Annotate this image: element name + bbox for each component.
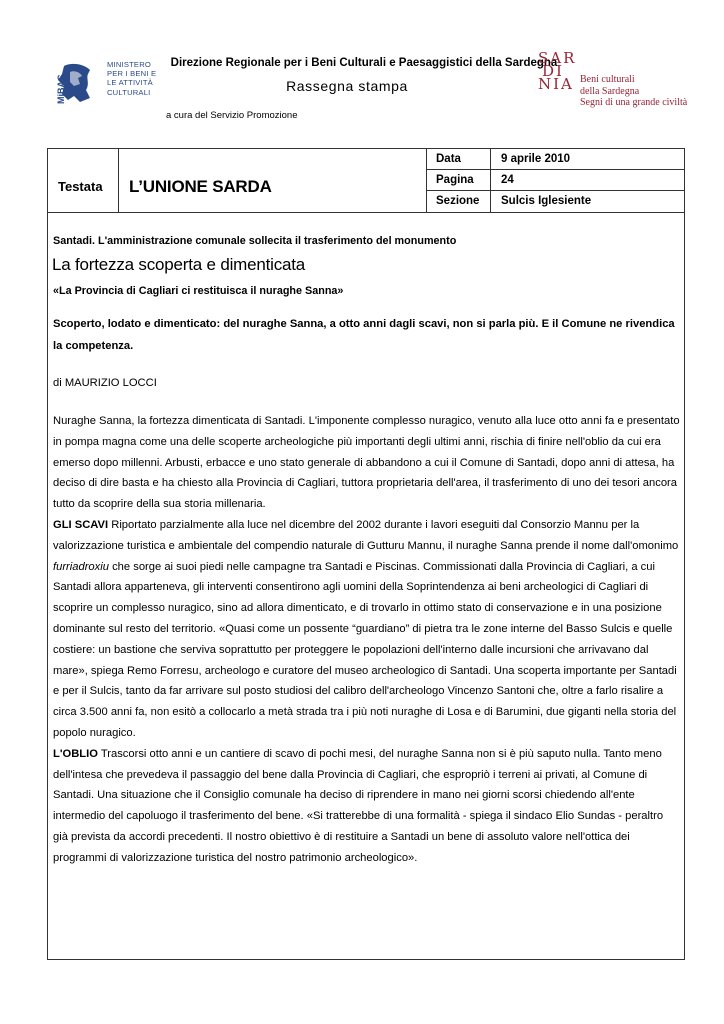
sardinia-logo-mark xyxy=(538,49,577,93)
sardinia-logo-letters: DI xyxy=(542,62,564,80)
ministry-line: CULTURALI xyxy=(107,87,151,97)
body-paragraph xyxy=(53,515,681,744)
sardinia-logo-text xyxy=(580,74,687,109)
sardinia-logo-line: Beni culturali xyxy=(580,74,635,85)
mibac-mark-text: MiBAC xyxy=(56,74,66,104)
info-grid xyxy=(426,149,684,212)
info-row-sezione xyxy=(426,191,684,212)
sardinia-logo-line: della Sardegna xyxy=(580,85,640,97)
testata-label: Testata xyxy=(48,149,119,212)
info-row-data xyxy=(426,149,684,170)
promo-note: a cura del Servizio Promozione xyxy=(166,110,298,121)
article-kicker: Santadi. L'amministrazione comunale sollecita il trasferimento del monumento xyxy=(53,235,457,247)
section-heading: L'OBLIO xyxy=(53,747,98,760)
info-value: 24 xyxy=(501,174,514,186)
info-label: Data xyxy=(427,149,491,170)
body-paragraph xyxy=(53,744,681,869)
info-value: 9 aprile 2010 xyxy=(501,153,571,165)
header-subtitle-text: Rassegna stampa xyxy=(286,78,408,94)
ministry-line: MINISTERO xyxy=(107,60,151,69)
newspaper-name: L’UNIONE SARDA xyxy=(129,177,272,196)
press-clipping-frame xyxy=(47,148,685,960)
publication-info-table xyxy=(48,149,684,213)
section-heading: GLI SCAVI xyxy=(53,518,109,531)
info-label: Sezione xyxy=(427,191,491,212)
info-row-pagina xyxy=(426,170,684,191)
body-text-run: che sorge ai suoi piedi nelle campagne tra Santadi e Piscinas. Commissionati dalla Provincia di Cagliari, a cui Santadi allora apparteneva, gli interventi consentirono agli uomini della Soprintendenza ai beni archeologici di Cagliari di scoprire un complesso nuragico, sino ad allora dimenticato, e di trovarlo in ottimo stato di conservazione e in una posizione dominante sul resto del territorio. «Quasi come un possente “guardiano” di pietra tra le zone interne del Basso Sulcis e quelle costiere: un bastione che serviva soprattutto per proteggere le popolazioni dell'interno dalle incursioni che arrivavano dal mare», spiega Remo Forresu, archeologo e curatore del museo archeologico di Santadi. Una scoperta importante per Santadi e per il Sulcis, tanto da far arrivare sul posto studiosi del calibro dell'archeologo Vincenzo Santoni che, oltre a farlo risalire a circa 3.500 anni fa, non esitò a collocarlo a metà strada tra i più noti nuraghe di Losa e di Barumini, due giganti nella storia del popolo nuragico. xyxy=(53,560,677,739)
article-byline: di MAURIZIO LOCCI xyxy=(53,377,157,389)
article-lead: Scoperto, lodato e dimenticato: del nuraghe Sanna, a otto anni dagli scavi, non si parla più. E il Comune ne rivendica la competenza. xyxy=(53,318,675,352)
body-italic-term: furriadroxiu xyxy=(53,560,109,573)
article-subhead: «La Provincia di Cagliari ci restituisca il nuraghe Sanna» xyxy=(53,285,344,297)
article-body xyxy=(53,411,681,869)
body-paragraph: Nuraghe Sanna, la fortezza dimenticata di Santadi. L'imponente complesso nuragico, venuto alla luce otto anni fa e presentato in pompa magna come una delle scoperte archeologiche più importanti degli ultimi anni, rischia di finire nell'oblio da cui era emerso dopo millenni. Arbusti, erbacce e uno stato generale di abbandono a cui il Comune di Santadi, dopo anni di attesa, ha deciso di dire basta e ha chiesto alla Provincia di Cagliari, tuttora proprietaria dell'area, il trasferimento di uno dei tesori ancora tutto da scoprire della sua storia millenaria. xyxy=(53,415,680,511)
sardinia-logo-letters: SAR xyxy=(538,49,577,67)
body-text-run: Trascorsi otto anni e un cantiere di scavo di pochi mesi, del nuraghe Sanna non si è più saputo nulla. Tanto meno dell'intesa che prevedeva il passaggio del bene dalla Provincia di Cagliari, che espropriò i terreni ai privati, al Comune di Santadi. Una situazione che il Consiglio comunale ha deciso di riprendere in mano nei giorni scorsi chiedendo all'ente intermedio del capoluogo il trasferimento del bene. «Si tratterebbe di una formalità - spiega il sindaco Elio Sundas - peraltro già prevista da accordi precedenti. Il nostro obiettivo è di restituire a Santadi un bene di assoluto valore nell'ottica dei programmi di valorizzazione turistica del nostro patrimonio archeologico». xyxy=(53,747,664,864)
sardinia-logo-letters: NIA xyxy=(538,75,574,93)
sardinia-logo-line: Segni di una grande civiltà xyxy=(580,97,688,108)
header-title-text: Direzione Regionale per i Beni Culturali e Paesaggistici della Sardegna xyxy=(170,57,558,69)
article-headline: La fortezza scoperta e dimenticata xyxy=(52,255,306,274)
info-label: Pagina xyxy=(427,170,491,191)
ministry-line: LE ATTIVITÀ xyxy=(107,78,153,88)
body-text-run: Riportato parzialmente alla luce nel dicembre del 2002 durante i lavori eseguiti dal Consorzio Mannu per la valorizzazione turistica e ambientale del compendio naturale di Gutturu Mannu, il nuraghe Sanna prende il nome dall'omonimo xyxy=(53,518,679,552)
ministry-line: PER I BENI E xyxy=(107,69,157,79)
info-value: Sulcis Iglesiente xyxy=(501,195,592,207)
sardinia-logo xyxy=(538,49,698,112)
